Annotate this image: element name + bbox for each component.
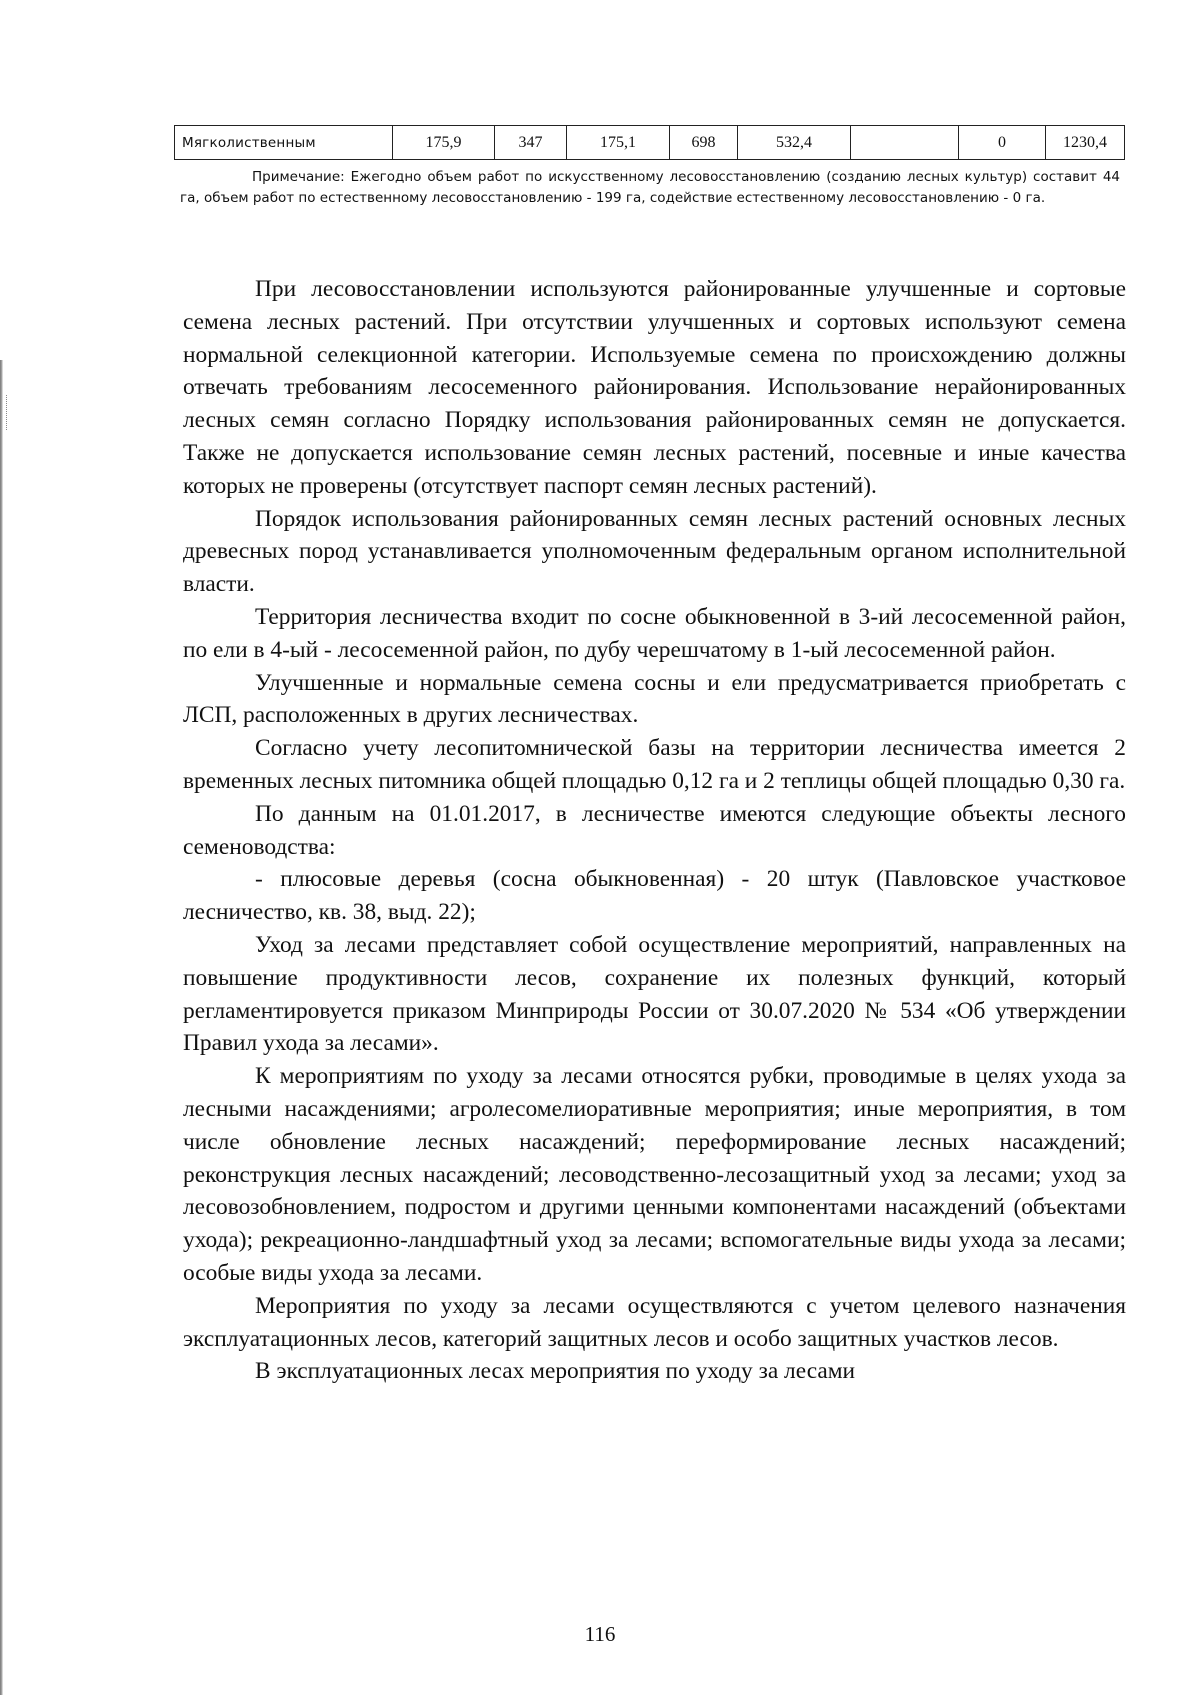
paragraph: В эксплуатационных лесах мероприятия по уходу за лесами [255,1358,856,1385]
paragraph: Улучшенные и нормальные семена сосны и ели предусматривается приобретать с ЛСП, расположенных в других лесничествах. [183,669,1126,729]
table-cell: 698 [670,126,738,160]
scan-edge-mark [6,395,8,430]
paragraph: Территория лесничества входит по сосне обыкновенной в 3-ий лесосеменной район, по ели в 4-ый - лесосеменной район, по дубу черешчатому в 1-ый лесосеменной район. [183,603,1126,663]
paragraph: При лесовосстановлении используются районированные улучшенные и сортовые семена лесных растений. При отсутствии улучшенных и сортовых используют семена нормальной селекционной категории. Используемые семена по происхождению должны отвечать требованиям лесосеменного районирования. Использование нерайонированных лесных семян согласно Порядку использования районированных семян не допускается. Также не допускается использование семян лесных растений, посевные и иные качества которых не проверены (отсутствует паспорт семян лесных растений). [183,276,1126,499]
table-cell: 175,9 [393,126,495,160]
paragraph: По данным на 01.01.2017, в лесничестве имеются следующие объекты лесного семеноводства: [183,800,1126,860]
table-note [180,167,1120,209]
paragraph: Порядок использования районированных семян лесных растений основных лесных древесных пород устанавливается уполномоченным федеральным органом исполнительной власти. [183,505,1126,598]
page-number: 116 [584,1622,616,1646]
table-cell: 175,1 [567,126,670,160]
table-cell: 0 [959,126,1046,160]
paragraph: Согласно учету лесопитомнической базы на территории лесничества имеется 2 временных лесных питомника общей площадью 0,12 га и 2 теплицы общей площадью 0,30 га. [183,735,1126,794]
note-text: Примечание: Ежегодно объем работ по искусственному лесовосстановлению (созданию лесных культур) составит 44 га, объем работ по естественному лесовосстановлению - 199 га, содействие естественному лесовосстановлению - 0 га. [180,169,1120,206]
table-cell: 1230,4 [1046,126,1125,160]
scan-edge-shadow [0,360,3,1695]
list-item: - плюсовые деревья (сосна обыкновенная) - 20 штук (Павловское участковое лесничество, кв. 38, выд. 22); [183,866,1126,926]
table-cell: 347 [495,126,567,160]
paragraph: Мероприятия по уходу за лесами осуществляются с учетом целевого назначения эксплуатационных лесов, категорий защитных лесов и особо защитных участков лесов. [183,1292,1126,1352]
table-cell [851,126,959,160]
main-text [183,273,1126,1388]
paragraph: К мероприятиям по уходу за лесами относятся рубки, проводимые в целях ухода за лесными насаждениями; агролесомелиоративные мероприятия; иные мероприятия, в том числе обновление лесных насаждений; переформирование лесных насаждений; реконструкция лесных насаждений; лесоводственно-лесозащитный уход за лесами; уход за лесовозобновлением, подростом и другими ценными компонентами насаждений (объектами ухода); рекреационно-ландшафтный уход за лесами; вспомогательные виды ухода за лесами; особые виды ухода за лесами. [183,1063,1126,1286]
paragraph: Уход за лесами представляет собой осуществление мероприятий, направленных на повышение продуктивности лесов, сохранение их полезных функций, который регламентировуется приказом Минприроды России от 30.07.2020 № 534 «Об утверждении Правил ухода за лесами». [183,931,1126,1057]
reforestation-table [174,125,1125,160]
table-cell: 532,4 [738,126,851,160]
table-row [175,126,1125,160]
row-label: Мягколиственным [175,126,393,160]
